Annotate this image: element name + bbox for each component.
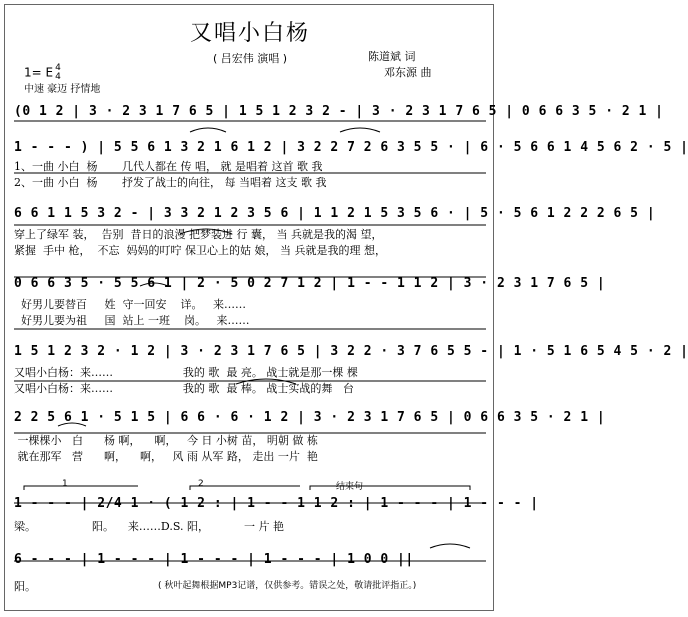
tempo-marking: 中速 豪迈 抒情地 [24, 84, 101, 95]
lyric-line-5: 好男儿要替百 姓 守一回安 详。 来…… [14, 298, 246, 311]
lyric-line-1: 1、一曲 小白 杨 几代人都在 传 唱， 就 是唱着 这首 歌 我 [14, 160, 323, 173]
lyric-line-7: 又唱小白杨：来…… 我的 歌 最 亮。 战士就是那一棵 棵 [14, 366, 358, 379]
music-line-3: 6 6 1 1 5 3 2 - | 3 3 2 1 2 3 5 6 | 1 1 2 1 5 3 5 6 · | 5 · 5 6 1 2 2 2 6 5 | [14, 206, 656, 221]
lyric-line-11: 梁。 阳。 来……D.S. 阳， 一 片 艳 [14, 520, 284, 533]
key-label: 1= E [24, 65, 54, 80]
lyric-line-8: 又唱小白杨：来…… 我的 歌 最 棒。 战士实战的舞 台 [14, 382, 354, 395]
lyric-line-4: 紧握 手中 枪， 不忘 妈妈的叮咛 保卫心上的姑 娘， 当 兵就是我的理 想， [14, 244, 386, 257]
lyric-line-12: 阳。 [14, 580, 36, 593]
transcription-note: ( 秋叶起舞根据MP3记谱，仅供参考。错误之处，敬请批评指正。) [158, 581, 417, 591]
volta-two: 2 [198, 479, 204, 489]
lyric-line-3: 穿上了绿军 装， 告别 昔日的浪漫 把梦装进 行 囊， 当 兵就是我的渴 望， [14, 228, 383, 241]
music-line-7: 1 - - - | 2/4 1 · ( 1 2 : | 1 - - 1 1 2 : | 1 - - - | 1 - - - | [14, 496, 539, 511]
composer-credit: 邓东源 曲 [384, 66, 432, 79]
lyric-line-10: 就在那军 营 啊， 啊， 风 雨 从军 路， 走出 一片 艳 [14, 450, 318, 463]
music-line-4: 0 6 6 3 5 · 5 5 6 1 | 2 · 5 0 2 7 1 2 | 1 - - 1 1 2 | 3 · 2 3 1 7 6 5 | [14, 276, 606, 291]
lyric-line-9: 一棵棵小 白 杨 啊， 啊， 今 日 小树 苗， 明朝 做 栋 [14, 434, 318, 447]
music-line-6: 2 2 5 6 1 · 5 1 5 | 6 6 · 6 · 1 2 | 3 · 2 3 1 7 6 5 | 0 6 6 3 5 · 2 1 | [14, 410, 606, 425]
lyric-line-6: 好男儿要为祖 国 站上 一班 岗。 来…… [14, 314, 250, 327]
coda-label: 结束句 [336, 482, 364, 492]
performer-subtitle: ( 吕宏伟 演唱 ) [212, 52, 288, 65]
song-title: 又唱小白杨 [189, 21, 310, 46]
time-sig-top: 4 [55, 63, 61, 73]
music-line-1: (0 1 2 | 3 · 2 3 1 7 6 5 | 1 5 1 2 3 2 - | 3 · 2 3 1 7 6 5 | 0 6 6 3 5 · 2 1 | [14, 104, 664, 119]
volta-one: 1 [62, 479, 68, 489]
lyric-line-2: 2、一曲 小白 杨 抒发了战士的向往， 每 当唱着 这支 歌 我 [14, 176, 327, 189]
time-sig-bottom: 4 [55, 72, 61, 82]
music-line-5: 1 5 1 2 3 2 · 1 2 | 3 · 2 3 1 7 6 5 | 3 2 2 · 3 7 6 5 5 - | 1 · 5 1 6 5 4 5 · 2 | [14, 344, 688, 359]
lyricist-credit: 陈道斌 词 [368, 50, 416, 63]
music-line-8: 6 - - - | 1 - - - | 1 - - - | 1 - - - | 1 0 0 || [14, 552, 414, 567]
music-line-2: 1 - - - ) | 5 5 6 1 3 2 1 6 1 2 | 3 2 2 7 2 6 3 5 5 · | 6 · 5 6 6 1 4 5 6 2 · 5 | [14, 140, 688, 155]
